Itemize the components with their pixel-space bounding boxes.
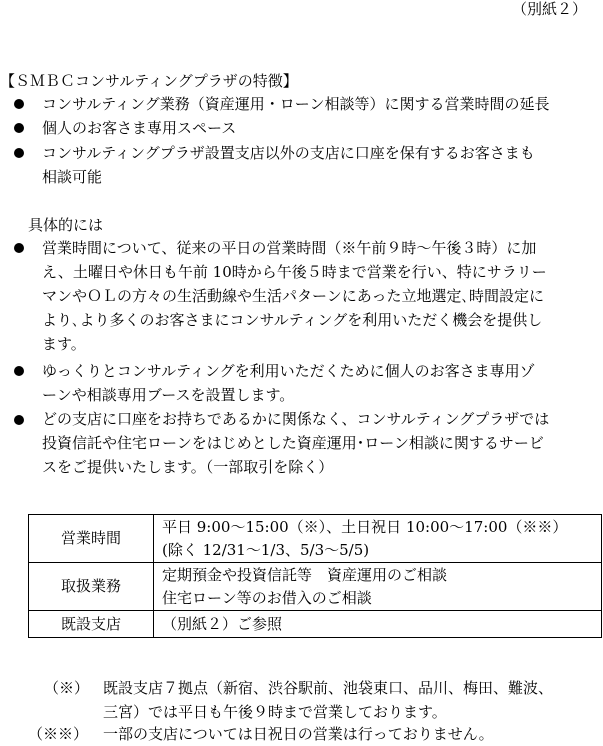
info-table	[28, 514, 602, 638]
bullet-icon	[14, 123, 24, 133]
footnote-mark: （※※）	[28, 725, 89, 743]
bullet-icon	[14, 243, 24, 253]
table-row	[29, 611, 602, 638]
feature-item: コンサルティング業務（資産運用・ローン相談等）に関する営業時間の延長	[42, 95, 550, 113]
bullet-icon	[14, 366, 24, 376]
features-heading: 【ＳＭＢＣコンサルティングプラザの特徴】	[0, 72, 298, 90]
table-row	[29, 515, 602, 563]
bullet-icon	[14, 99, 24, 109]
detail-item: 営業時間について、従来の平日の営業時間（※午前９時～午後３時）に加 え、土曜日や休日も午前 10時から午後５時まで営業を行い、特にサラリー マンやＯＬの方々の生活動線や生活パターンにあった立地選定､時間設定に より､より多くのお客さまにコンサルティングを利用いただく機会を提供し ます。	[42, 239, 547, 353]
bullet-icon	[14, 415, 24, 425]
footnote-text: 一部の支店については日祝日の営業は行っておりません。	[103, 725, 494, 743]
row-header-branches: 既設支店	[29, 611, 154, 638]
row-value-branches: （別紙２）ご参照	[154, 611, 602, 638]
footnote-mark: （※）	[44, 679, 90, 697]
bullet-icon	[14, 148, 24, 158]
row-value-services: 定期預金や投資信託等 資産運用のご相談 住宅ローン等のお借入のご相談	[154, 563, 602, 611]
details-heading: 具体的には	[28, 216, 104, 234]
detail-item: どの支店に口座をお持ちであるかに関係なく、コンサルティングプラザでは 投資信託や住宅ローンをはじめとした資産運用･ローン相談に関するサービ スをご提供いたします。（一部取引を除く）	[42, 410, 550, 476]
feature-item: コンサルティングプラザ設置支店以外の支店に口座を保有するお客さまも 相談可能	[42, 144, 535, 186]
feature-item: 個人のお客さま専用スペース	[42, 119, 237, 137]
row-header-hours: 営業時間	[29, 515, 154, 563]
detail-item: ゆっくりとコンサルティングを利用いただくために個人のお客さま専用ゾ ーンや相談専用ブースを設置します。	[42, 362, 535, 404]
table-row	[29, 563, 602, 611]
row-value-hours: 平日 9:00～15:00（※）、土日祝日 10:00～17:00（※※） (除く 12/31～1/3、5/3～5/5)	[154, 515, 602, 563]
row-header-services: 取扱業務	[29, 563, 154, 611]
attachment-label: （別紙２）	[512, 0, 588, 18]
footnote-text: 既設支店７拠点（新宿、渋谷駅前、池袋東口、品川、梅田、難波、 三宮）では平日も午後９時まで営業しております。	[103, 679, 554, 721]
